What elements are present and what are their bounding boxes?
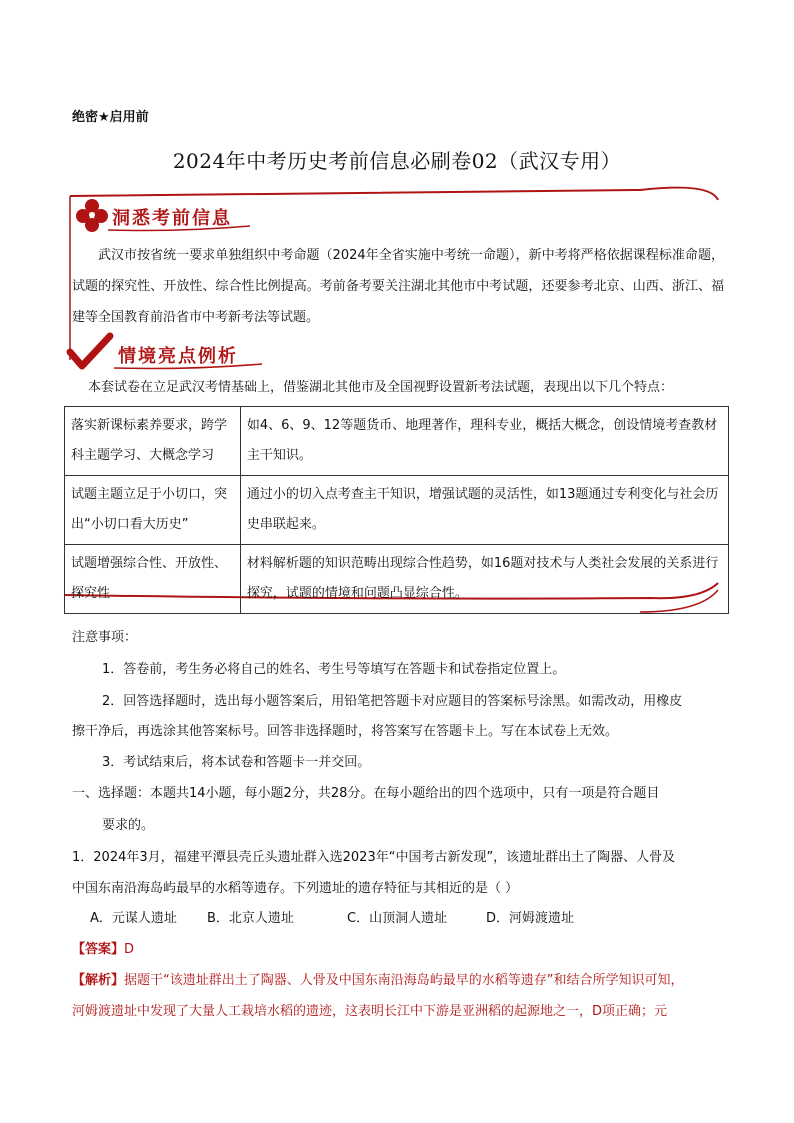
note-item: 2．回答选择题时，选出每小题答案后，用铅笔把答题卡对应题目的答案标号涂黑。如需改动，用橡皮	[102, 694, 683, 709]
option-b: B．北京人遗址	[207, 911, 294, 926]
clover-icon	[76, 199, 108, 232]
answer-value: D	[124, 942, 135, 957]
analysis-label: 【解析】	[72, 973, 125, 988]
table-row	[65, 476, 729, 545]
answer-line	[72, 938, 134, 957]
option-d: D．河姆渡遗址	[486, 911, 575, 926]
checkmark-icon	[70, 336, 110, 366]
feature-cell: 试题主题立足于小切口，突出“小切口看大历史”	[65, 476, 241, 545]
page-title: 2024年中考历史考前信息必刷卷02（武汉专用）	[172, 149, 622, 173]
option-a: A．元谋人遗址	[90, 911, 177, 926]
feature-cell: 试题增强综合性、开放性、探究性	[65, 545, 241, 614]
answer-label: 【答案】	[72, 942, 125, 957]
question-stem-cont: 中国东南沿海岛屿最早的水稻等遗存。下列遗址的遗存特征与其相近的是（ ）	[72, 881, 519, 896]
analysis-text: 据题干“该遗址群出土了陶器、人骨及中国东南沿海岛屿最早的水稻等遗存”和结合所学知识可知，	[124, 973, 684, 988]
top-swoosh	[70, 188, 718, 200]
option-c: C．山顶洞人遗址	[347, 911, 448, 926]
highlights-intro: 本套试卷在立足武汉考情基础上，借鉴湖北其他市及全国视野设置新考法试题，表现出以下几个特点：	[88, 380, 674, 395]
detail-cell: 通过小的切入点考查主干知识，增强试题的灵活性，如13题通过专利变化与社会历史串联起来。	[240, 476, 728, 545]
table-row	[65, 407, 729, 476]
table-row	[65, 545, 729, 614]
features-table	[64, 406, 729, 614]
analysis-text-cont: 河姆渡遗址中发现了大量人工栽培水稻的遗迹，这表明长江中下游是亚洲稻的起源地之一，D项正确；元	[72, 1004, 668, 1019]
note-item: 擦干净后，再选涂其他答案标号。回答非选择题时，将答案写在答题卡上。写在本试卷上无效。	[72, 724, 619, 739]
note-item: 1．答卷前，考生务必将自己的姓名、考生号等填写在答题卡和试卷指定位置上。	[102, 662, 566, 677]
info-paragraph: 武汉市按省统一要求单独组织中考命题（2024年全省实施中考统一命题），新中考将严格依据课程标准命题，试题的探究性、开放性、综合性比例提高。考前备考要关注湖北其他市中考试题，还要参考北京、山西、浙江、福建等全国教育前沿省市中考新考法等试题。	[72, 248, 724, 325]
detail-cell: 材料解析题的知识范畴出现综合性趋势，如16题对技术与人类社会发展的关系进行探究，试题的情境和问题凸显综合性。	[240, 545, 728, 614]
part-heading: 一、选择题：本题共14小题，每小题2分，共28分。在每小题给出的四个选项中，只有一项是符合题目	[72, 786, 660, 801]
confidential-label: 绝密★启用前	[72, 110, 149, 125]
note-item: 3．考试结束后，将本试卷和答题卡一并交回。	[102, 755, 371, 770]
analysis-line	[72, 969, 684, 988]
question-stem: 1．2024年3月，福建平潭县壳丘头遗址群入选2023年“中国考古新发现”，该遗址群出土了陶器、人骨及	[72, 850, 676, 865]
detail-cell: 如4、6、9、12等题货币、地理著作，理科专业，概括大概念，创设情境考查教材主干知识。	[240, 407, 728, 476]
notes-heading: 注意事项：	[72, 630, 138, 645]
feature-cell: 落实新课标素养要求，跨学科主题学习、大概念学习	[65, 407, 241, 476]
section-heading-highlights: 情境亮点例析	[118, 346, 238, 367]
part-heading-cont: 要求的。	[102, 818, 155, 833]
section-heading-info: 洞悉考前信息	[112, 208, 232, 229]
